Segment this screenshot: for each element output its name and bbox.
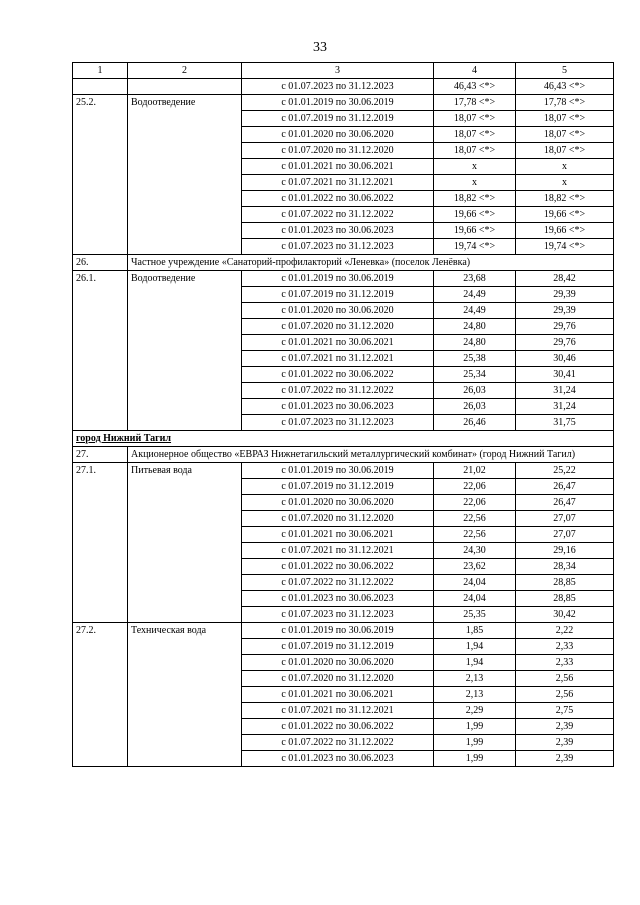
- period-cell: с 01.07.2022 по 31.12.2022: [242, 735, 434, 751]
- tariff-value-col5: 18,82 <*>: [516, 191, 614, 207]
- period-cell: с 01.01.2019 по 30.06.2019: [242, 271, 434, 287]
- tariff-value-col5: 18,07 <*>: [516, 111, 614, 127]
- row-number-cell: 26.: [73, 255, 128, 271]
- organization-row: [73, 447, 614, 463]
- period-cell: с 01.07.2023 по 31.12.2023: [242, 415, 434, 431]
- table-row: [73, 95, 614, 111]
- tariff-value-col4: 24,49: [434, 287, 516, 303]
- city-heading-cell: город Нижний Тагил: [73, 431, 614, 447]
- period-cell: с 01.01.2020 по 30.06.2020: [242, 495, 434, 511]
- row-name-cell: [128, 79, 242, 95]
- tariff-value-col4: 26,03: [434, 383, 516, 399]
- tariff-value-col4: 1,99: [434, 719, 516, 735]
- tariff-value-col4: х: [434, 159, 516, 175]
- period-cell: с 01.07.2022 по 31.12.2022: [242, 383, 434, 399]
- table-header-row: [73, 63, 614, 79]
- tariff-value-col4: 25,38: [434, 351, 516, 367]
- tariff-value-col4: 25,34: [434, 367, 516, 383]
- tariff-value-col4: 24,80: [434, 319, 516, 335]
- tariff-value-col5: 2,39: [516, 751, 614, 767]
- tariff-value-col4: 24,04: [434, 591, 516, 607]
- service-name-cell: Техническая вода: [128, 623, 242, 767]
- period-cell: с 01.01.2023 по 30.06.2023: [242, 591, 434, 607]
- tariff-value-col5: 31,75: [516, 415, 614, 431]
- tariff-value-col4: 2,29: [434, 703, 516, 719]
- tariff-value-col4: 19,74 <*>: [434, 239, 516, 255]
- period-cell: с 01.01.2020 по 30.06.2020: [242, 127, 434, 143]
- period-cell: с 01.07.2020 по 31.12.2020: [242, 143, 434, 159]
- tariff-value-col5: 2,56: [516, 687, 614, 703]
- organization-row: [73, 255, 614, 271]
- tariff-value-col4: 1,99: [434, 751, 516, 767]
- tariff-value-col4: 19,66 <*>: [434, 223, 516, 239]
- period-cell: с 01.07.2019 по 31.12.2019: [242, 287, 434, 303]
- row-number-cell: 27.1.: [73, 463, 128, 623]
- tariff-value-col4: 1,94: [434, 655, 516, 671]
- tariff-value-col4: 1,85: [434, 623, 516, 639]
- organization-name-cell: Частное учреждение «Санаторий-профилакторий «Леневка» (поселок Ленёвка): [128, 255, 614, 271]
- period-cell: с 01.07.2021 по 31.12.2021: [242, 703, 434, 719]
- service-name-cell: Водоотведение: [128, 95, 242, 255]
- tariff-value-col4: 18,07 <*>: [434, 111, 516, 127]
- tariff-value-col5: 2,39: [516, 719, 614, 735]
- tariff-value-col4: 24,04: [434, 575, 516, 591]
- period-cell: с 01.07.2023 по 31.12.2023: [242, 79, 434, 95]
- tariff-value-col4: 18,82 <*>: [434, 191, 516, 207]
- tariff-value-col4: 19,66 <*>: [434, 207, 516, 223]
- period-cell: с 01.07.2020 по 31.12.2020: [242, 319, 434, 335]
- tariff-value-col5: 26,47: [516, 495, 614, 511]
- tariff-value-col5: 19,74 <*>: [516, 239, 614, 255]
- row-number-cell: 27.: [73, 447, 128, 463]
- table-row: [73, 623, 614, 639]
- tariff-value-col4: 46,43 <*>: [434, 79, 516, 95]
- table-row: [73, 463, 614, 479]
- tariff-value-col5: 27,07: [516, 511, 614, 527]
- table-body: [73, 79, 614, 767]
- period-cell: с 01.07.2021 по 31.12.2021: [242, 351, 434, 367]
- tariff-value-col4: 25,35: [434, 607, 516, 623]
- period-cell: с 01.07.2021 по 31.12.2021: [242, 543, 434, 559]
- header-col-5: 5: [516, 63, 614, 79]
- tariff-value-col5: х: [516, 175, 614, 191]
- tariff-value-col5: 2,33: [516, 639, 614, 655]
- row-number-cell: [73, 79, 128, 95]
- period-cell: с 01.01.2020 по 30.06.2020: [242, 655, 434, 671]
- tariff-value-col5: 30,46: [516, 351, 614, 367]
- tariff-value-col5: 26,47: [516, 479, 614, 495]
- tariff-value-col5: 30,42: [516, 607, 614, 623]
- header-col-2: 2: [128, 63, 242, 79]
- period-cell: с 01.01.2019 по 30.06.2019: [242, 463, 434, 479]
- tariff-value-col5: 31,24: [516, 383, 614, 399]
- period-cell: с 01.01.2022 по 30.06.2022: [242, 191, 434, 207]
- period-cell: с 01.07.2020 по 31.12.2020: [242, 671, 434, 687]
- tariff-value-col4: 1,99: [434, 735, 516, 751]
- tariff-value-col4: 23,62: [434, 559, 516, 575]
- period-cell: с 01.01.2023 по 30.06.2023: [242, 399, 434, 415]
- table-row: [73, 79, 614, 95]
- period-cell: с 01.01.2021 по 30.06.2021: [242, 335, 434, 351]
- tariff-value-col5: 29,39: [516, 303, 614, 319]
- tariff-value-col5: 19,66 <*>: [516, 207, 614, 223]
- tariff-value-col5: 19,66 <*>: [516, 223, 614, 239]
- tariff-value-col4: х: [434, 175, 516, 191]
- tariff-value-col5: 29,76: [516, 335, 614, 351]
- tariff-value-col4: 24,30: [434, 543, 516, 559]
- service-name-cell: Водоотведение: [128, 271, 242, 431]
- period-cell: с 01.07.2021 по 31.12.2021: [242, 175, 434, 191]
- period-cell: с 01.01.2022 по 30.06.2022: [242, 719, 434, 735]
- tariff-value-col5: 29,16: [516, 543, 614, 559]
- period-cell: с 01.01.2023 по 30.06.2023: [242, 751, 434, 767]
- tariff-value-col4: 18,07 <*>: [434, 127, 516, 143]
- tariff-value-col4: 21,02: [434, 463, 516, 479]
- table-row: [73, 271, 614, 287]
- period-cell: с 01.01.2022 по 30.06.2022: [242, 559, 434, 575]
- period-cell: с 01.01.2019 по 30.06.2019: [242, 95, 434, 111]
- period-cell: с 01.01.2019 по 30.06.2019: [242, 623, 434, 639]
- period-cell: с 01.07.2019 по 31.12.2019: [242, 639, 434, 655]
- organization-name-cell: Акционерное общество «ЕВРАЗ Нижнетагильский металлургический комбинат» (город Нижний Тагил): [128, 447, 614, 463]
- period-cell: с 01.07.2023 по 31.12.2023: [242, 607, 434, 623]
- row-number-cell: 25.2.: [73, 95, 128, 255]
- tariff-value-col4: 26,46: [434, 415, 516, 431]
- tariff-value-col5: 28,85: [516, 591, 614, 607]
- tariff-value-col4: 2,13: [434, 671, 516, 687]
- tariff-value-col5: 31,24: [516, 399, 614, 415]
- city-heading-row: [73, 431, 614, 447]
- period-cell: с 01.07.2020 по 31.12.2020: [242, 511, 434, 527]
- page-number: 33: [313, 40, 327, 55]
- tariff-value-col4: 18,07 <*>: [434, 143, 516, 159]
- row-number-cell: 26.1.: [73, 271, 128, 431]
- period-cell: с 01.07.2022 по 31.12.2022: [242, 575, 434, 591]
- tariff-value-col5: 28,42: [516, 271, 614, 287]
- tariff-value-col5: х: [516, 159, 614, 175]
- header-col-3: 3: [242, 63, 434, 79]
- period-cell: с 01.07.2019 по 31.12.2019: [242, 111, 434, 127]
- service-name-cell: Питьевая вода: [128, 463, 242, 623]
- tariff-value-col5: 2,75: [516, 703, 614, 719]
- tariff-value-col4: 2,13: [434, 687, 516, 703]
- tariff-value-col5: 28,34: [516, 559, 614, 575]
- period-cell: с 01.01.2023 по 30.06.2023: [242, 223, 434, 239]
- tariff-value-col5: 46,43 <*>: [516, 79, 614, 95]
- tariff-value-col4: 24,49: [434, 303, 516, 319]
- header-col-1: 1: [73, 63, 128, 79]
- period-cell: с 01.01.2021 по 30.06.2021: [242, 687, 434, 703]
- period-cell: с 01.01.2021 по 30.06.2021: [242, 527, 434, 543]
- tariff-value-col5: 27,07: [516, 527, 614, 543]
- tariff-value-col4: 1,94: [434, 639, 516, 655]
- period-cell: с 01.01.2020 по 30.06.2020: [242, 303, 434, 319]
- tariff-value-col4: 23,68: [434, 271, 516, 287]
- tariff-table: [72, 62, 614, 767]
- row-number-cell: 27.2.: [73, 623, 128, 767]
- period-cell: с 01.07.2023 по 31.12.2023: [242, 239, 434, 255]
- tariff-value-col5: 2,33: [516, 655, 614, 671]
- tariff-value-col4: 22,06: [434, 479, 516, 495]
- tariff-value-col5: 29,39: [516, 287, 614, 303]
- tariff-value-col5: 2,56: [516, 671, 614, 687]
- tariff-value-col5: 18,07 <*>: [516, 127, 614, 143]
- tariff-value-col5: 30,41: [516, 367, 614, 383]
- tariff-value-col4: 22,56: [434, 527, 516, 543]
- tariff-value-col5: 2,39: [516, 735, 614, 751]
- period-cell: с 01.01.2021 по 30.06.2021: [242, 159, 434, 175]
- tariff-value-col4: 17,78 <*>: [434, 95, 516, 111]
- tariff-value-col4: 26,03: [434, 399, 516, 415]
- period-cell: с 01.07.2022 по 31.12.2022: [242, 207, 434, 223]
- tariff-value-col5: 28,85: [516, 575, 614, 591]
- tariff-value-col5: 25,22: [516, 463, 614, 479]
- period-cell: с 01.07.2019 по 31.12.2019: [242, 479, 434, 495]
- tariff-value-col5: 17,78 <*>: [516, 95, 614, 111]
- period-cell: с 01.01.2022 по 30.06.2022: [242, 367, 434, 383]
- tariff-value-col4: 22,06: [434, 495, 516, 511]
- tariff-value-col5: 18,07 <*>: [516, 143, 614, 159]
- tariff-value-col4: 22,56: [434, 511, 516, 527]
- tariff-value-col5: 2,22: [516, 623, 614, 639]
- tariff-value-col4: 24,80: [434, 335, 516, 351]
- header-col-4: 4: [434, 63, 516, 79]
- tariff-value-col5: 29,76: [516, 319, 614, 335]
